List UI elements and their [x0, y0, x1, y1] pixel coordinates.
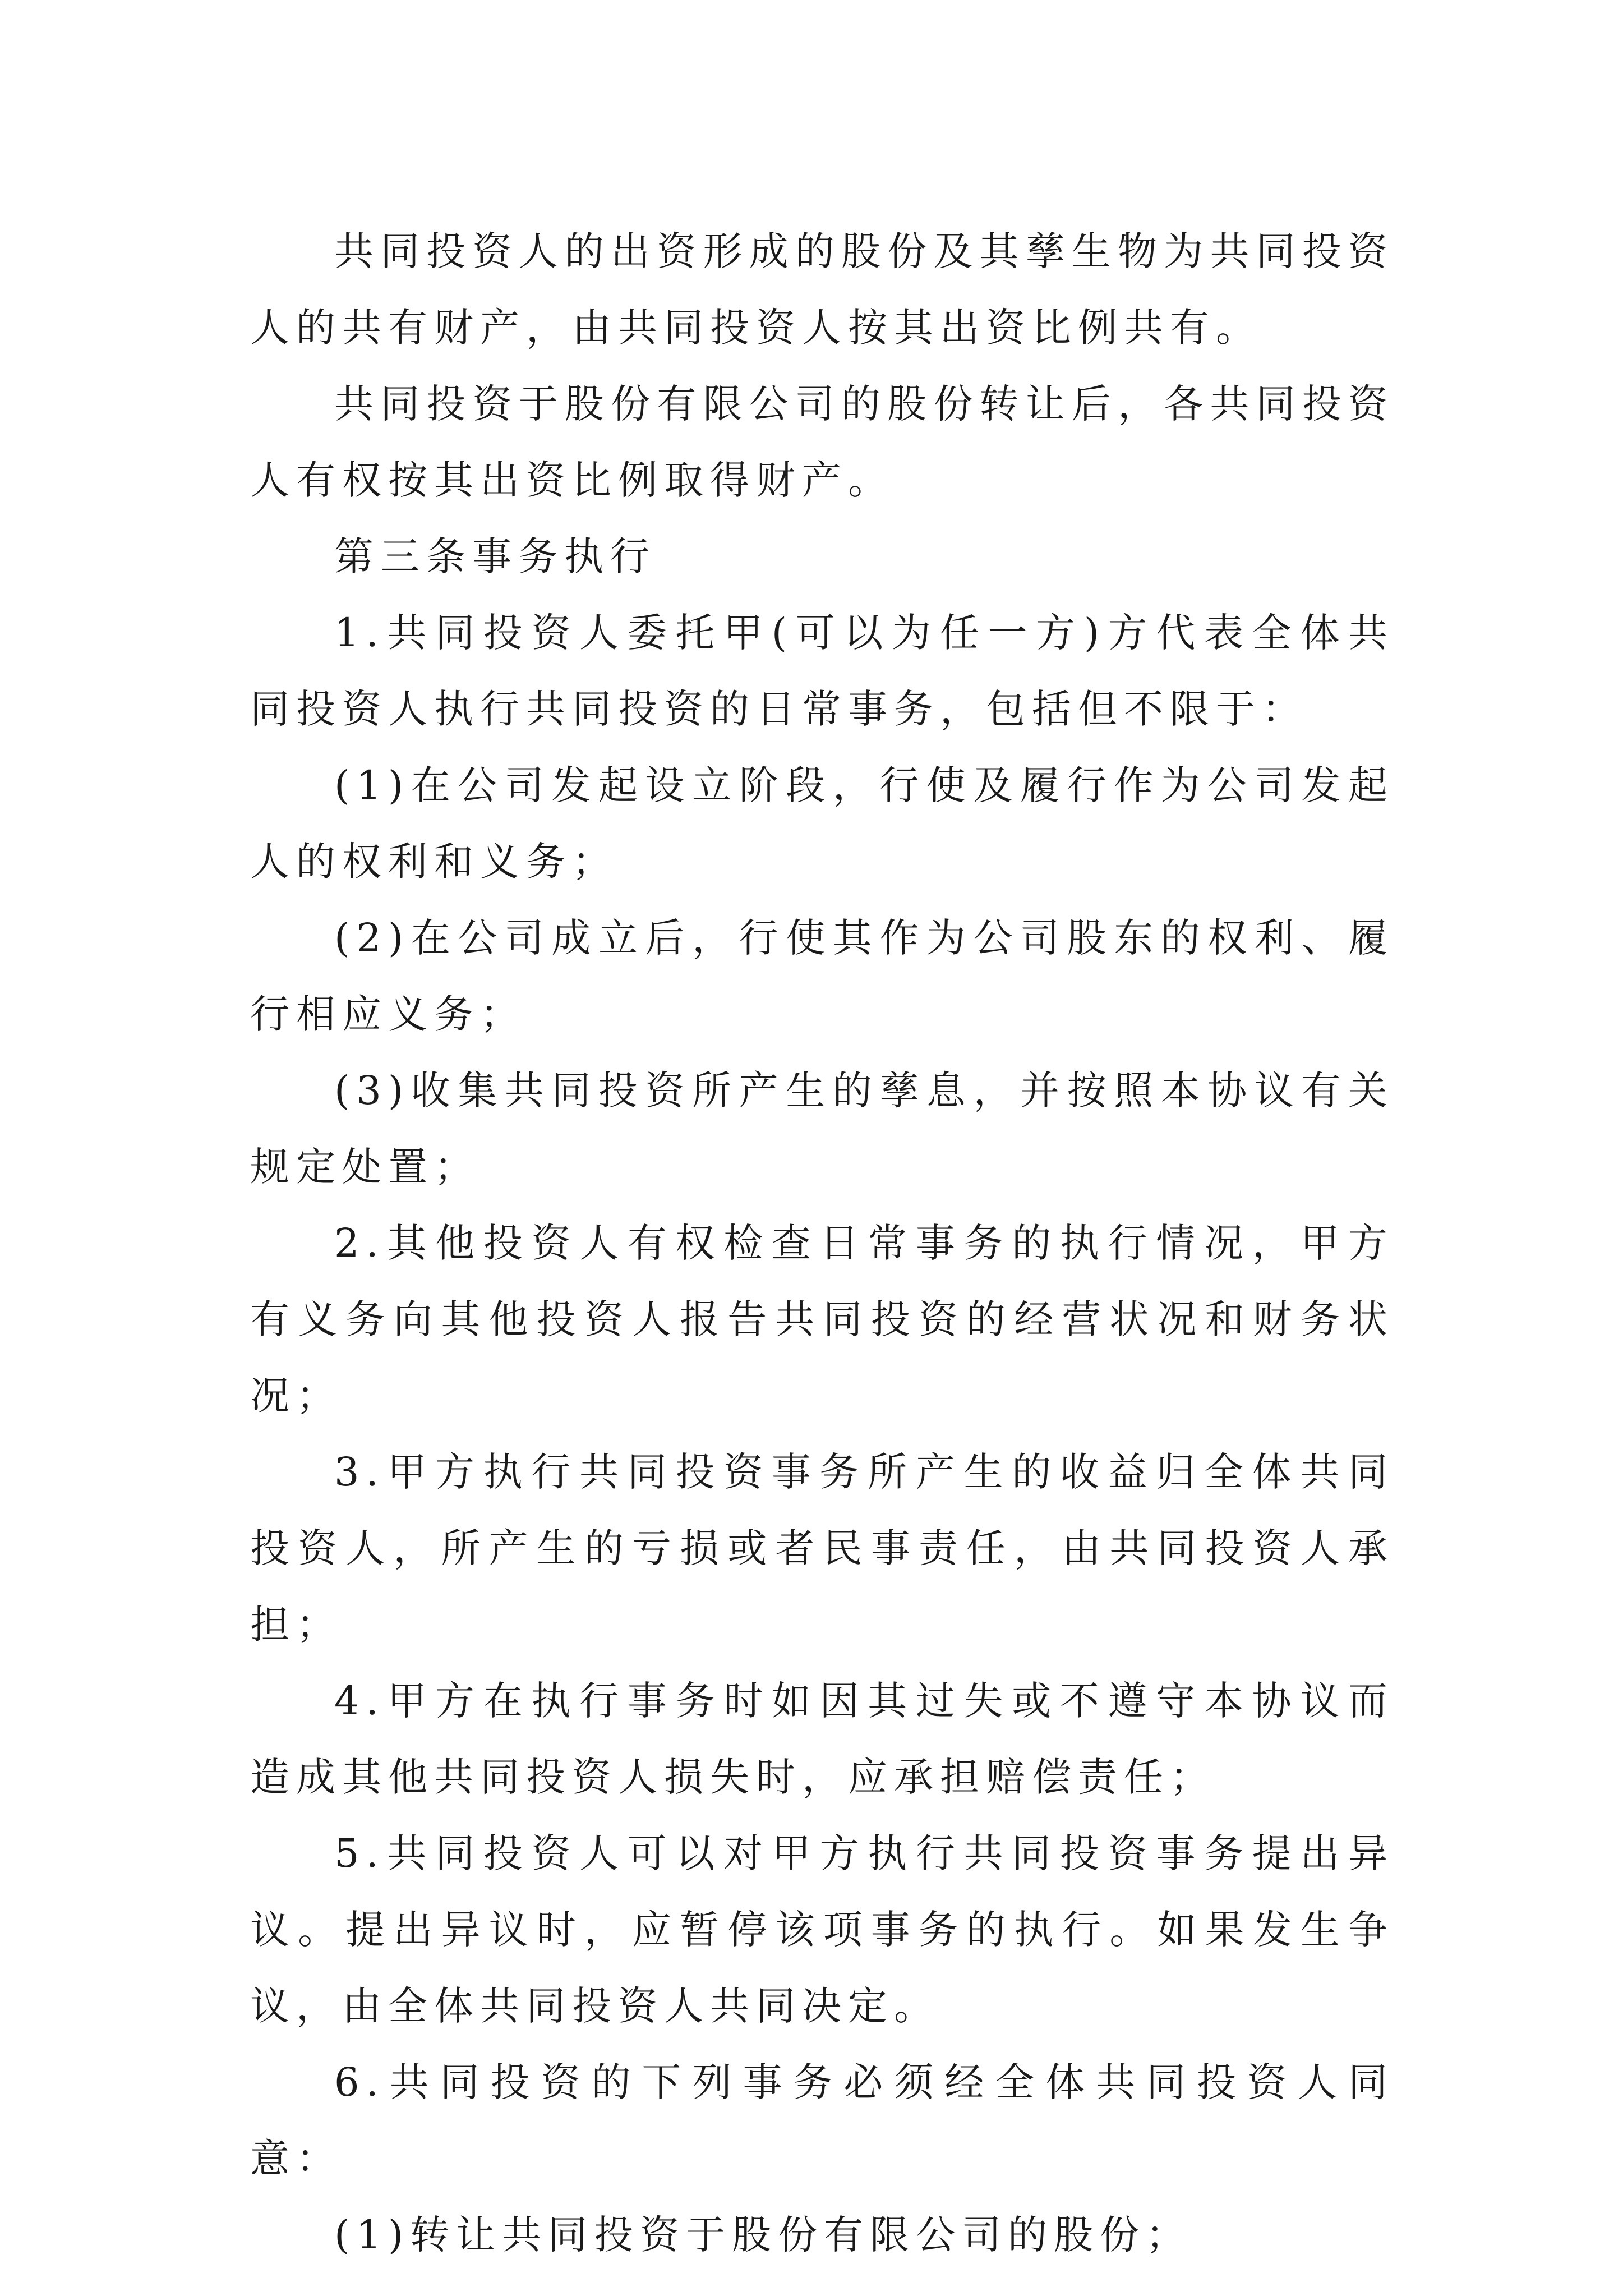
paragraph-subitem-3: (3)收集共同投资所产生的孳息，并按照本协议有关规定处置； — [250, 1068, 1394, 1190]
paragraph-item-2: 2.其他投资人有权检查日常事务的执行情况，甲方有义务向其他投资人报告共同投资的经营状况和财务状况； — [250, 1220, 1394, 1419]
paragraph-item-3: 3.甲方执行共同投资事务所产生的收益归全体共同投资人，所产生的亏损或者民事责任，由共同投资人承担； — [250, 1449, 1394, 1648]
paragraph-item-6: 6.共同投资的下列事务必须经全体共同投资人同意： — [250, 2059, 1394, 2182]
paragraph-item-6-subitem-1: (1)转让共同投资于股份有限公司的股份； — [334, 2212, 1192, 2258]
paragraph-item-4: 4.甲方在执行事务时如因其过失或不遵守本协议而造成其他共同投资人损失时，应承担赔偿责任； — [250, 1678, 1394, 1800]
paragraph-joint-property: 共同投资人的出资形成的股份及其孳生物为共同投资人的共有财产，由共同投资人按其出资比例共有。 — [250, 228, 1394, 351]
section-heading-article-3: 第三条事务执行 — [334, 533, 656, 579]
document-body — [250, 213, 1394, 2273]
paragraph-share-transfer-property: 共同投资于股份有限公司的股份转让后，各共同投资人有权按其出资比例取得财产。 — [250, 381, 1394, 503]
paragraph-item-5: 5.共同投资人可以对甲方执行共同投资事务提出异议。提出异议时，应暂停该项事务的执行。如果发生争议，由全体共同投资人共同决定。 — [250, 1830, 1394, 2029]
paragraph-item-1: 1.共同投资人委托甲(可以为任一方)方代表全体共同投资人执行共同投资的日常事务，包括但不限于： — [250, 610, 1394, 732]
paragraph-subitem-1: (1)在公司发起设立阶段，行使及履行作为公司发起人的权利和义务； — [250, 762, 1394, 885]
paragraph-subitem-2: (2)在公司成立后，行使其作为公司股东的权利、履行相应义务； — [250, 915, 1394, 1037]
